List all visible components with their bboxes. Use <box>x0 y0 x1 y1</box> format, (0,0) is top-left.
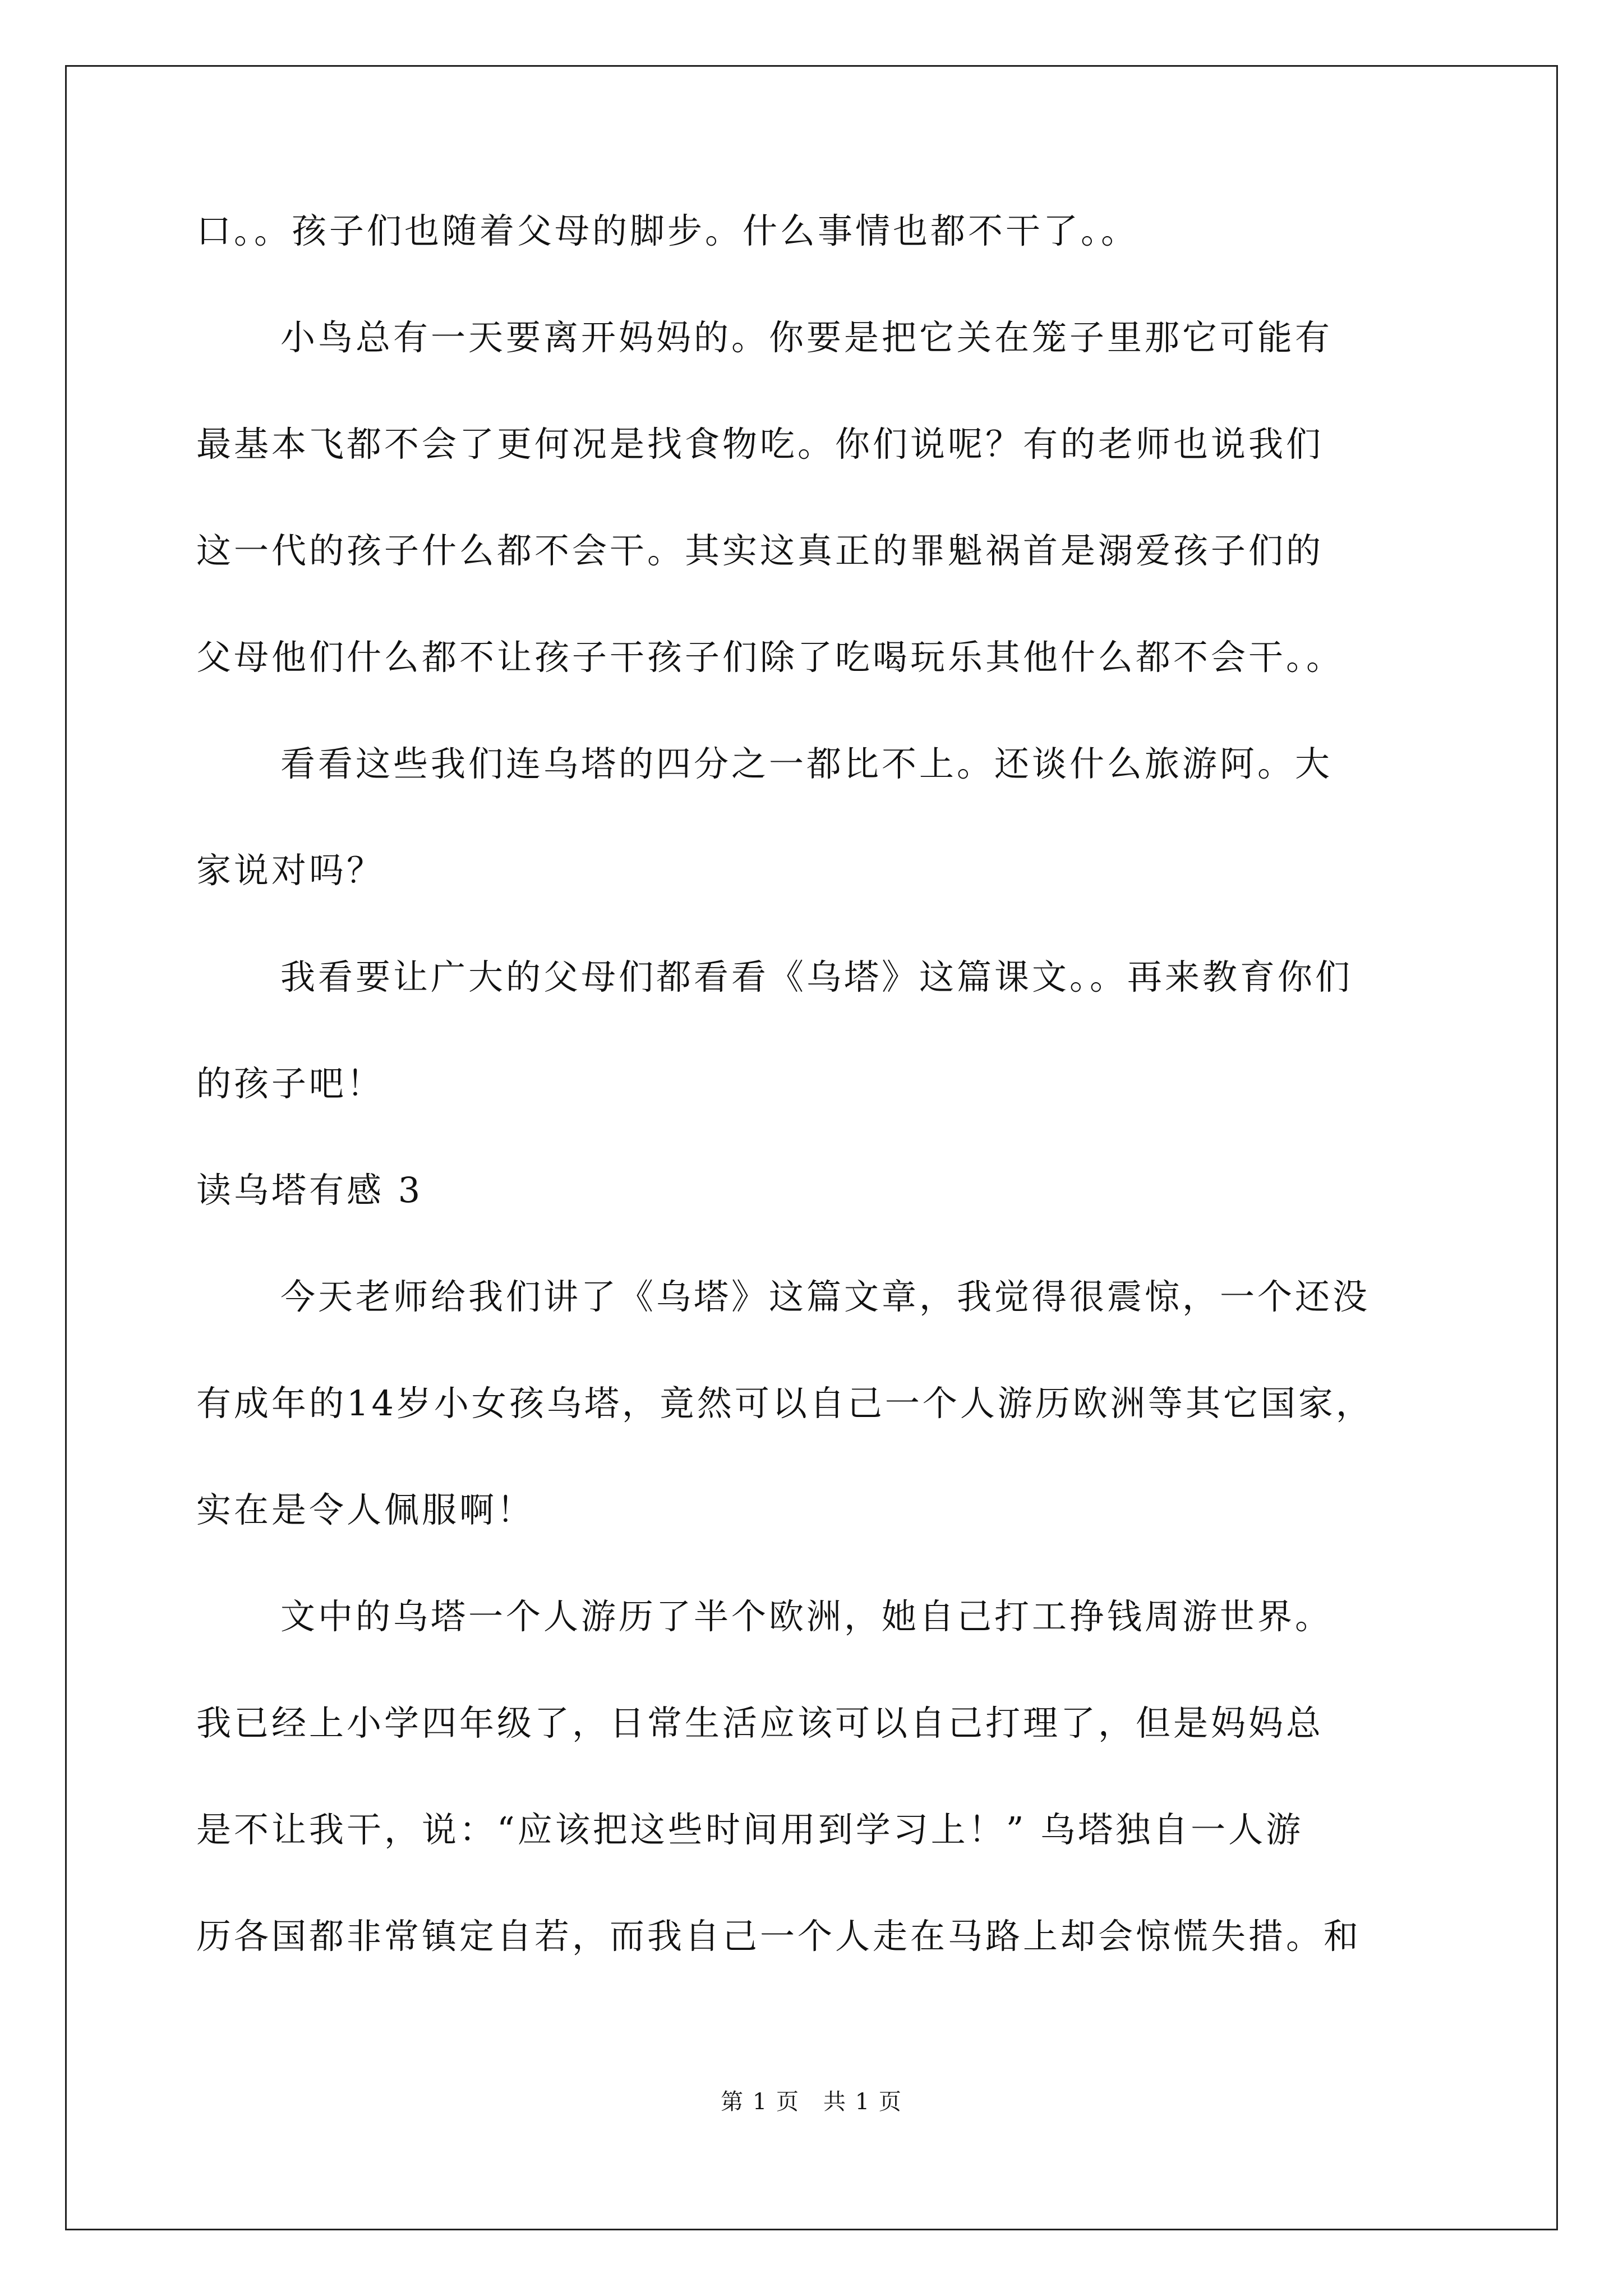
paragraph-line: 我已经上小学四年级了，日常生活应该可以自己打理了，但是妈妈总 <box>196 1703 1324 1743</box>
paragraph-line: 我看要让广大的父母们都看看《乌塔》这篇课文。。再来教育你们 <box>280 956 1353 997</box>
paragraph-line: 家说对吗？ <box>196 850 385 891</box>
paragraph-line: 今天老师给我们讲了《乌塔》这篇文章，我觉得很震惊，一个还没 <box>280 1276 1371 1317</box>
paragraph-line: 这一代的孩子什么都不会干。其实这真正的罪魁祸首是溺爱孩子们的 <box>196 530 1324 571</box>
paragraph-line: 历各国都非常镇定自若，而我自己一个人走在马路上却会惊慌失措。和 <box>196 1916 1362 1957</box>
paragraph-line: 是不让我干，说：“应该把这些时间用到学习上！” 乌塔独自一人游 <box>196 1809 1304 1850</box>
paragraph-line: 看看这些我们连乌塔的四分之一都比不上。还谈什么旅游阿。大 <box>280 743 1333 784</box>
paragraph-line: 父母他们什么都不让孩子干孩子们除了吃喝玩乐其他什么都不会干。。 <box>196 637 1344 678</box>
paragraph-line: 文中的乌塔一个人游历了半个欧洲，她自己打工挣钱周游世界。 <box>280 1596 1333 1637</box>
paragraph-line: 最基本飞都不会了更何况是找食物吃。你们说呢？有的老师也说我们 <box>196 424 1324 464</box>
paragraph-line: 实在是令人佩服啊！ <box>196 1489 535 1530</box>
page-number-footer: 第 1 页 共 1 页 <box>721 2089 902 2115</box>
paragraph-line: 有成年的14岁小女孩乌塔，竟然可以自己一个人游历欧洲等其它国家， <box>196 1383 1373 1424</box>
paragraph-line: 小鸟总有一天要离开妈妈的。你要是把它关在笼子里那它可能有 <box>280 317 1333 358</box>
section-heading: 读乌塔有感 3 <box>196 1170 423 1211</box>
paragraph-line: 口。。孩子们也随着父母的脚步。什么事情也都不干了。。 <box>196 210 1139 251</box>
page-border <box>65 65 1558 2230</box>
paragraph-line: 的孩子吧！ <box>196 1063 385 1104</box>
